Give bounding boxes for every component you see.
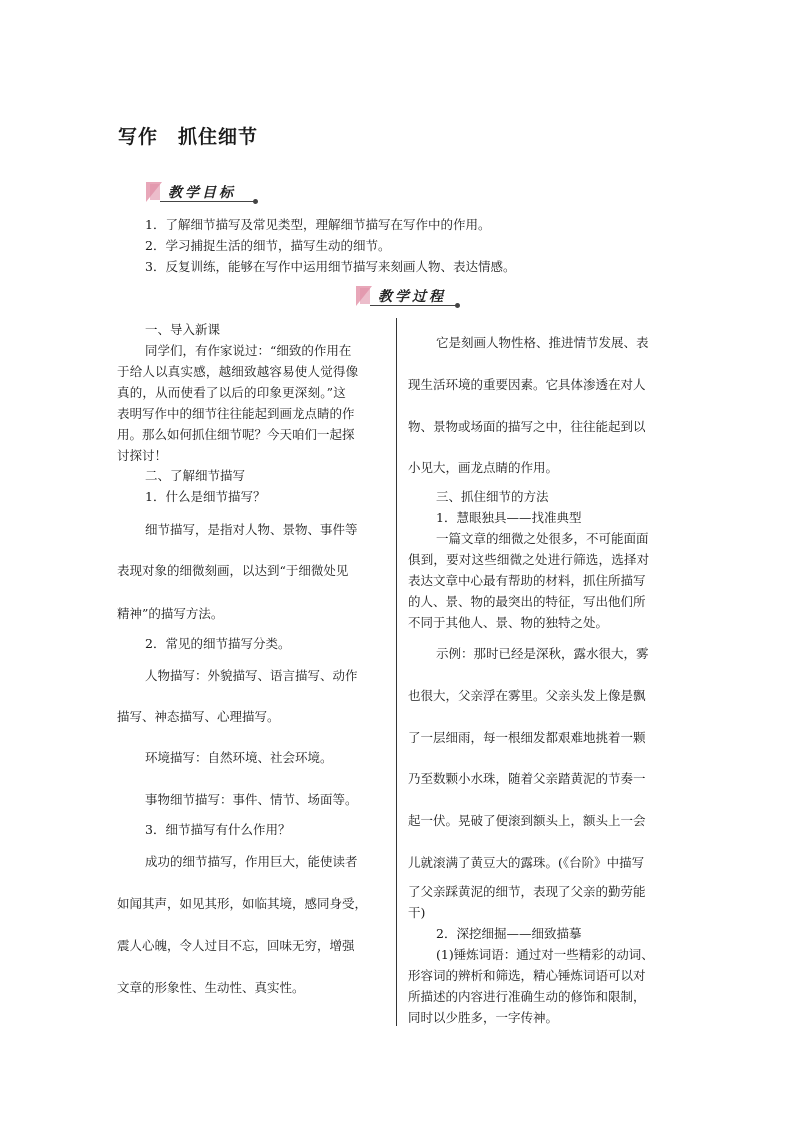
page-title: 写作 抓住细节 [118,126,259,148]
example-line: 了一层细雨，每一根细发都艰难地挑着一颗 [408,730,646,745]
section-heading: 二、了解细节描写 [145,468,246,483]
paragraph-line: (1)锤炼词语：通过对一些精彩的动词、 [436,947,654,962]
paragraph-line: 用。那么如何抓住细节呢？今天咱们一起探 [117,427,355,442]
section-banner-goals [146,182,254,202]
example-line: 示例：那时已经是深秋，露水很大，雾 [436,646,649,661]
section-heading: 三、抓住细节的方法 [436,489,549,504]
paragraph-line: 事物细节描写：事件、情节、场面等。 [145,792,358,807]
paragraph-line: 的人、景、物的最突出的特征，写出他们所 [408,594,646,609]
paragraph-line: 同学们，有作家说过：“细致的作用在 [145,343,352,358]
paragraph-line: 细节描写，是指对人物、景物、事件等 [145,522,358,537]
section-banner-process [356,286,456,306]
paragraph-line: 俱到，要对这些细微之处进行筛选，选择对 [408,552,650,567]
example-line: 起一伏。晃破了便滚到额头上，额头上一会 [408,813,646,828]
paragraph-line: 描写、神态描写、心理描写。 [117,709,280,724]
paragraph-line: 成功的细节描写，作用巨大，能使读者 [145,854,358,869]
section-heading-goals: 教学目标 [168,185,236,201]
example-line: 干) [408,905,426,920]
paragraph-line: 一篇文章的细微之处很多，不可能面面 [436,531,649,546]
subheading: 1．慧眼独具——找准典型 [436,510,582,525]
paragraph-line: 物、景物或场面的描写之中，往往能起到以 [408,419,646,434]
example-line: 了父亲踩黄泥的细节，表现了父亲的勤劳能 [408,884,646,899]
paragraph-line: 表现对象的细微刻画，以达到“于细微处见 [117,563,349,578]
goal-item: 2．学习捕捉生活的细节，描写生动的细节。 [145,238,391,253]
example-line: 儿就滚满了黄豆大的露珠。(《台阶》中描写 [408,855,645,870]
subheading: 2．常见的细节描写分类。 [145,636,291,651]
paragraph-line: 所描述的内容进行准确生动的修饰和限制， [408,989,646,1004]
paragraph-line: 精神”的描写方法。 [117,606,224,621]
paragraph-line: 于给人以真实感，越细致越容易使人觉得像 [117,364,359,379]
paragraph-line: 同时以少胜多，一字传神。 [408,1010,559,1025]
paragraph-line: 震人心魄，令人过目不忘，回味无穷，增强 [117,938,355,953]
subheading: 1．什么是细节描写？ [145,489,266,504]
paragraph-line: 真的，从而使看了以后的印象更深刻。”这 [117,385,346,400]
paragraph-line: 文章的形象性、生动性、真实性。 [117,980,305,995]
paragraph-line: 讨探讨！ [117,448,168,463]
paragraph-line: 一、导入新课 [145,322,221,337]
paragraph-line: 如闻其声，如见其形，如临其境，感同身受， [117,896,368,911]
paragraph-line: 不同于其他人、景、物的独特之处。 [408,615,609,630]
paragraph-line: 小见大，画龙点睛的作用。 [408,460,559,475]
paragraph-line: 表明写作中的细节往往能起到画龙点睛的作 [117,406,355,421]
paragraph-line: 现生活环境的重要因素。它具体渗透在对人 [408,377,646,392]
example-line: 乃至数颗小水珠，随着父亲踏黄泥的节奏一 [408,771,646,786]
subheading: 3．细节描写有什么作用？ [145,822,291,837]
paragraph-line: 表达文章中心最有帮助的材料，抓住所描写 [408,573,646,588]
paragraph-line: 形容词的辨析和筛选，精心锤炼词语可以对 [408,968,646,983]
goal-item: 1．了解细节描写及常见类型，理解细节描写在写作中的作用。 [145,217,491,232]
paragraph-line: 环境描写：自然环境、社会环境。 [145,750,333,765]
example-line: 也很大，父亲浮在雾里。父亲头发上像是飘 [408,688,646,703]
section-heading-process: 教学过程 [378,289,446,305]
paragraph-line: 它是刻画人物性格、推进情节发展、表 [436,335,649,350]
goal-item: 3．反复训练，能够在写作中运用细节描写来刻画人物、表达情感。 [145,259,516,274]
paragraph-line: 人物描写：外貌描写、语言描写、动作 [145,668,358,683]
subheading: 2．深挖细掘——细致描摹 [436,926,582,941]
column-divider [396,318,397,1026]
